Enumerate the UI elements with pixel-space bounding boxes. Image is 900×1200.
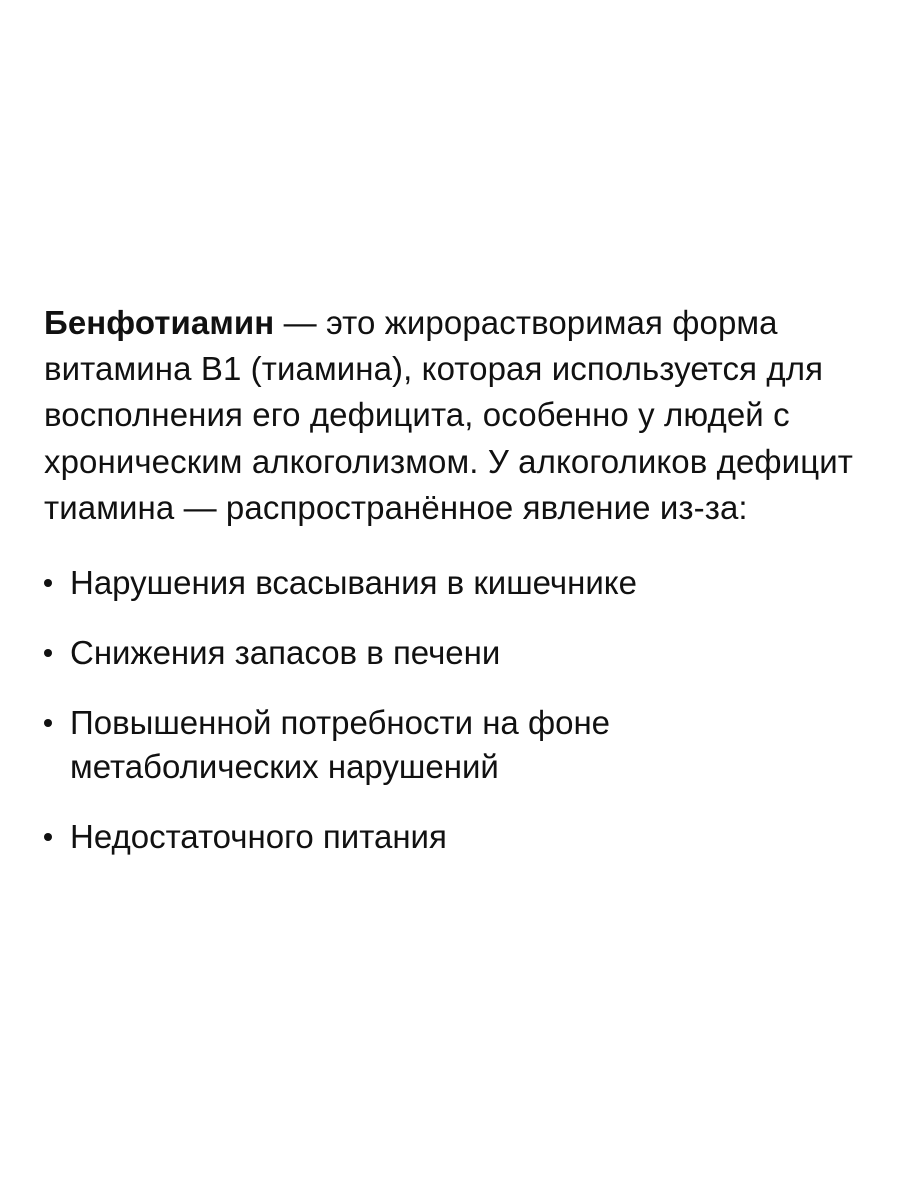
list-item — [44, 631, 864, 675]
intro-text: — это жирорастворимая форма витамина B1 (тиамина), которая используется для восполнения его дефицита, особенно у людей с хроническим алкоголизмом. У алкоголиков дефицит тиамина — распространённое явление из-за: — [44, 304, 853, 526]
list-item — [44, 815, 864, 859]
list-item — [44, 701, 864, 789]
bullet-dot-icon — [44, 833, 52, 841]
bullet-dot-icon — [44, 579, 52, 587]
list-item — [44, 561, 864, 605]
intro-paragraph — [44, 300, 864, 531]
bullet-dot-icon — [44, 719, 52, 727]
list-item-text: Повышенной потребности на фоне метаболических нарушений — [70, 704, 611, 786]
article-content — [44, 300, 864, 885]
causes-list — [44, 561, 864, 859]
intro-term: Бенфотиамин — [44, 304, 275, 341]
list-item-text: Снижения запасов в печени — [70, 634, 501, 672]
list-item-text: Нарушения всасывания в кишечнике — [70, 564, 637, 602]
list-item-text: Недостаточного питания — [70, 818, 447, 856]
bullet-dot-icon — [44, 649, 52, 657]
